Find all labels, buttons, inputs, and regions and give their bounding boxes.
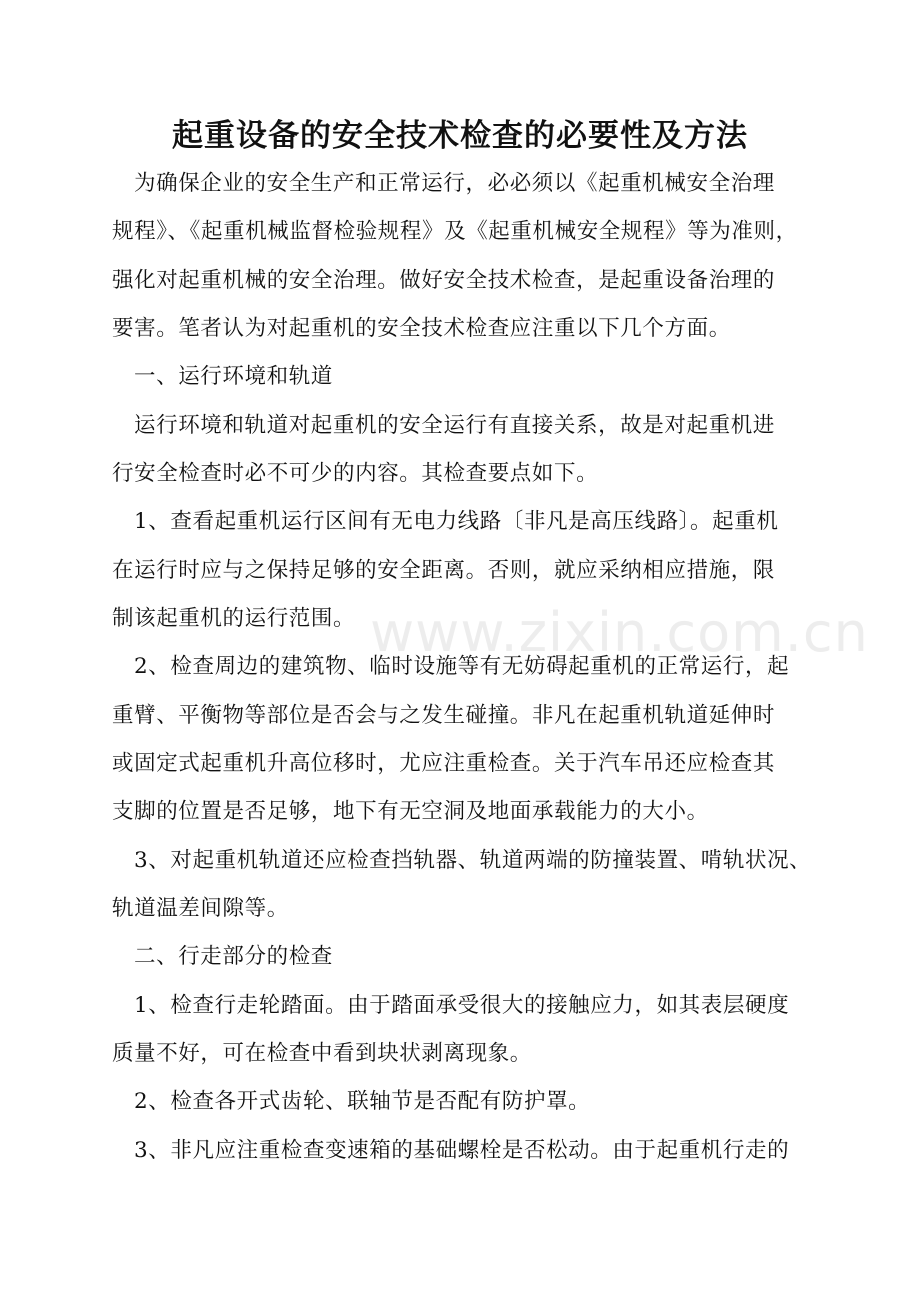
paragraph-line: 2、检查各开式齿轮、联轴节是否配有防护罩。 (134, 1089, 591, 1114)
paragraph-line: 行安全检查时必不可少的内容。其检查要点如下。 (112, 461, 599, 486)
watermark: www.zixin.com.cn (370, 601, 869, 664)
paragraph-line: 规程》、《起重机械监督检验规程》及《起重机械安全规程》等为准则， (112, 219, 798, 244)
paragraph-line: 或固定式起重机升高位移时，尤应注重检查。关于汽车吊还应检查其 (112, 751, 776, 776)
paragraph-line: 要害。笔者认为对起重机的安全技术检查应注重以下几个方面。 (112, 316, 731, 341)
paragraph-line: 质量不好，可在检查中看到块状剥离现象。 (112, 1041, 532, 1066)
paragraph-line: 制该起重机的运行范围。 (112, 606, 356, 631)
paragraph-line: 强化对起重机械的安全治理。做好安全技术检查，是起重设备治理的 (112, 268, 776, 293)
paragraph-line: 运行环境和轨道对起重机的安全运行有直接关系，故是对起重机进 (134, 413, 775, 438)
paragraph-line: 1、查看起重机运行区间有无电力线路〔非凡是高压线路〕。起重机 (134, 509, 779, 534)
paragraph-line: 在运行时应与之保持足够的安全距离。否则，就应采纳相应措施，限 (112, 558, 776, 583)
document-title: 起重设备的安全技术检查的必要性及方法 (172, 118, 748, 154)
paragraph-line: 3、非凡应注重检查变速箱的基础螺栓是否松动。由于起重机行走的 (134, 1138, 790, 1163)
section-heading: 二、行走部分的检查 (134, 944, 333, 969)
paragraph-line: 为确保企业的安全生产和正常运行，必必须以《起重机械安全治理 (134, 171, 775, 196)
paragraph-line: 3、对起重机轨道还应检查挡轨器、轨道两端的防撞装置、啃轨状况、 (134, 848, 812, 873)
paragraph-line: 1、检查行走轮踏面。由于踏面承受很大的接触应力，如其表层硬度 (134, 993, 790, 1018)
section-heading: 一、运行环境和轨道 (134, 364, 333, 389)
paragraph-line: 支脚的位置是否足够，地下有无空洞及地面承载能力的大小。 (112, 799, 709, 824)
paragraph-line: 轨道温差间隙等。 (112, 896, 289, 921)
paragraph-line: 重臂、平衡物等部位是否会与之发生碰撞。非凡在起重机轨道延伸时 (112, 703, 776, 728)
paragraph-line: 2、检查周边的建筑物、临时设施等有无妨碍起重机的正常运行，起 (134, 654, 790, 679)
